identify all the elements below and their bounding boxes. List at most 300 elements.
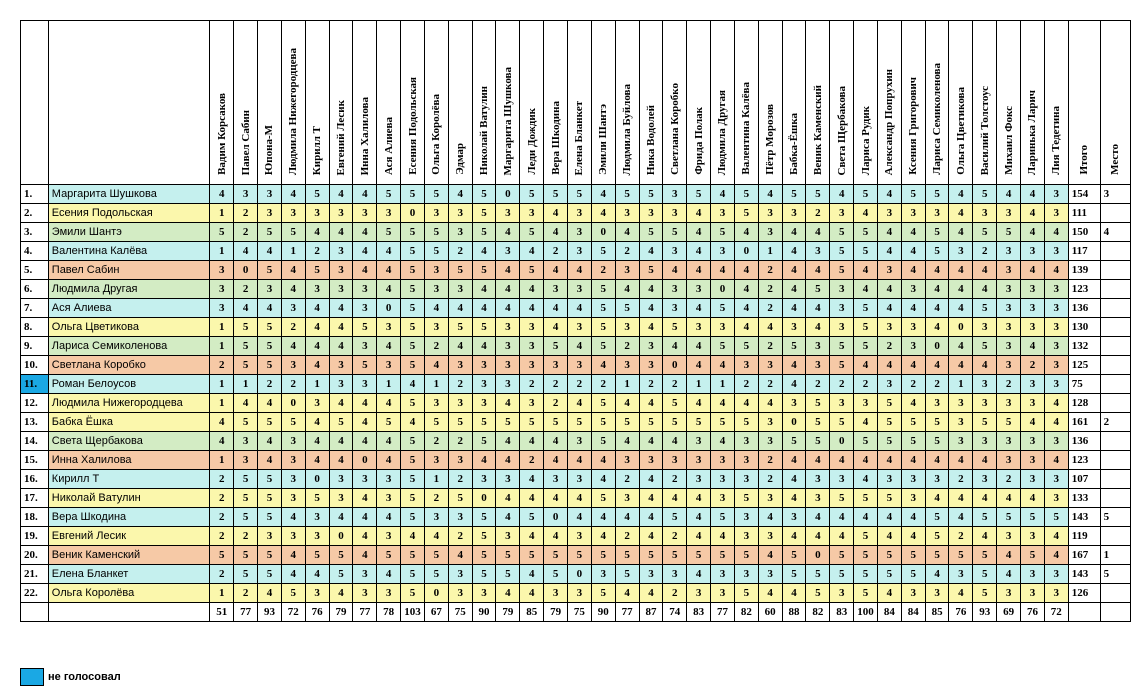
score-cell: 3	[329, 375, 353, 394]
score-cell: 3	[424, 280, 448, 299]
score-cell: 4	[687, 299, 711, 318]
score-cell: 4	[687, 565, 711, 584]
table-row	[21, 413, 1131, 432]
participant-name: Павел Сабин	[48, 261, 210, 280]
totals-row-place	[1100, 603, 1130, 622]
score-cell: 4	[949, 584, 973, 603]
score-cell: 4	[830, 185, 854, 204]
score-cell: 3	[758, 432, 782, 451]
row-number: 5.	[21, 261, 49, 280]
score-cell: 3	[973, 394, 997, 413]
row-total: 150	[1068, 223, 1100, 242]
column-header-label: Кирилл Т	[311, 125, 324, 175]
score-cell: 4	[544, 299, 568, 318]
score-cell: 5	[711, 546, 735, 565]
score-cell: 4	[639, 299, 663, 318]
row-total: 130	[1068, 318, 1100, 337]
score-cell: 3	[806, 489, 830, 508]
score-cell: 4	[281, 337, 305, 356]
score-cell: 5	[925, 223, 949, 242]
score-cell: 3	[377, 470, 401, 489]
score-cell: 2	[424, 432, 448, 451]
score-cell: 3	[663, 185, 687, 204]
column-header	[234, 21, 258, 185]
score-cell: 3	[1021, 318, 1045, 337]
column-header-label: Эдмар	[454, 143, 467, 175]
score-cell: 2	[448, 527, 472, 546]
legend	[20, 667, 121, 687]
column-header	[1044, 21, 1068, 185]
score-cell: 4	[234, 299, 258, 318]
column-header-label: Лия Тедетина	[1050, 106, 1063, 175]
score-cell: 4	[877, 185, 901, 204]
score-cell: 4	[472, 280, 496, 299]
column-header-total	[1068, 21, 1100, 185]
score-cell: 5	[401, 565, 425, 584]
row-total: 167	[1068, 546, 1100, 565]
score-cell: 5	[830, 565, 854, 584]
score-cell: 5	[973, 185, 997, 204]
row-place	[1100, 375, 1130, 394]
score-cell: 3	[830, 584, 854, 603]
score-cell: 5	[997, 413, 1021, 432]
score-cell: 4	[949, 185, 973, 204]
score-cell: 5	[877, 394, 901, 413]
score-cell: 3	[687, 451, 711, 470]
score-cell: 5	[472, 318, 496, 337]
row-number: 7.	[21, 299, 49, 318]
column-header	[806, 21, 830, 185]
score-cell: 4	[424, 299, 448, 318]
score-cell: 0	[472, 489, 496, 508]
row-total: 132	[1068, 337, 1100, 356]
score-cell: 3	[281, 356, 305, 375]
score-cell: 5	[234, 508, 258, 527]
score-cell: 4	[210, 185, 234, 204]
row-total: 123	[1068, 451, 1100, 470]
score-cell: 2	[758, 337, 782, 356]
score-cell: 3	[734, 432, 758, 451]
score-cell: 1	[281, 242, 305, 261]
column-header	[854, 21, 878, 185]
score-cell: 3	[1044, 432, 1068, 451]
score-cell: 4	[854, 261, 878, 280]
score-cell: 4	[1044, 394, 1068, 413]
column-total: 77	[615, 603, 639, 622]
score-cell: 4	[949, 299, 973, 318]
score-cell: 5	[877, 565, 901, 584]
score-cell: 3	[615, 318, 639, 337]
score-cell: 3	[258, 185, 282, 204]
score-cell: 1	[424, 375, 448, 394]
score-cell: 2	[734, 375, 758, 394]
column-header-label: Инна Халилова	[358, 96, 371, 175]
participant-name: Евгений Лесик	[48, 527, 210, 546]
table-row	[21, 451, 1131, 470]
score-cell: 0	[424, 584, 448, 603]
row-number: 21.	[21, 565, 49, 584]
column-header	[997, 21, 1021, 185]
score-cell: 4	[377, 508, 401, 527]
score-cell: 3	[806, 337, 830, 356]
score-cell: 4	[854, 413, 878, 432]
score-cell: 3	[544, 470, 568, 489]
table-row	[21, 584, 1131, 603]
column-total: 78	[377, 603, 401, 622]
score-cell: 3	[377, 527, 401, 546]
score-cell: 4	[544, 318, 568, 337]
score-cell: 3	[997, 394, 1021, 413]
score-cell: 4	[758, 394, 782, 413]
score-cell: 3	[782, 204, 806, 223]
score-cell: 2	[615, 527, 639, 546]
score-cell: 5	[305, 261, 329, 280]
column-header-label: Лариса Рудик	[859, 105, 872, 175]
score-cell: 4	[782, 223, 806, 242]
score-cell: 3	[830, 394, 854, 413]
score-cell: 4	[687, 261, 711, 280]
score-cell: 3	[472, 394, 496, 413]
participant-name: Вера Шкодина	[48, 508, 210, 527]
score-cell: 3	[639, 356, 663, 375]
score-cell: 4	[353, 223, 377, 242]
participant-name: Елена Бланкет	[48, 565, 210, 584]
column-total: 83	[687, 603, 711, 622]
score-cell: 4	[973, 489, 997, 508]
score-cell: 5	[901, 546, 925, 565]
score-cell: 1	[615, 375, 639, 394]
score-cell: 3	[377, 204, 401, 223]
score-cell: 3	[734, 527, 758, 546]
score-cell: 0	[401, 204, 425, 223]
row-number: 12.	[21, 394, 49, 413]
score-cell: 2	[448, 375, 472, 394]
score-cell: 2	[520, 451, 544, 470]
score-cell: 4	[758, 584, 782, 603]
score-cell: 3	[1044, 470, 1068, 489]
score-cell: 5	[305, 489, 329, 508]
score-cell: 4	[591, 451, 615, 470]
score-cell: 5	[854, 489, 878, 508]
score-cell: 0	[711, 280, 735, 299]
score-cell: 4	[520, 432, 544, 451]
score-cell: 4	[544, 432, 568, 451]
score-cell: 5	[830, 489, 854, 508]
score-cell: 5	[877, 413, 901, 432]
score-cell: 3	[1044, 375, 1068, 394]
score-cell: 4	[758, 508, 782, 527]
score-cell: 3	[1044, 565, 1068, 584]
score-cell: 3	[973, 470, 997, 489]
score-cell: 4	[782, 242, 806, 261]
score-cell: 5	[424, 223, 448, 242]
score-cell: 5	[472, 185, 496, 204]
score-cell: 2	[854, 375, 878, 394]
score-cell: 4	[949, 261, 973, 280]
score-cell: 3	[567, 223, 591, 242]
row-number: 19.	[21, 527, 49, 546]
column-header-label: Людмила Буйлова	[621, 83, 634, 175]
score-cell: 4	[973, 451, 997, 470]
score-cell: 4	[496, 394, 520, 413]
score-cell: 4	[687, 242, 711, 261]
score-cell: 4	[639, 432, 663, 451]
table-row	[21, 356, 1131, 375]
row-number: 3.	[21, 223, 49, 242]
score-cell: 4	[210, 413, 234, 432]
score-cell: 4	[567, 337, 591, 356]
column-total: 90	[472, 603, 496, 622]
score-cell: 5	[401, 451, 425, 470]
score-cell: 5	[1021, 508, 1045, 527]
score-cell: 4	[353, 508, 377, 527]
column-header	[973, 21, 997, 185]
score-cell: 2	[234, 280, 258, 299]
score-cell: 4	[925, 356, 949, 375]
column-header	[520, 21, 544, 185]
score-cell: 0	[377, 299, 401, 318]
row-place: 5	[1100, 565, 1130, 584]
score-cell: 3	[1044, 299, 1068, 318]
score-cell: 5	[258, 508, 282, 527]
score-cell: 3	[567, 318, 591, 337]
score-cell: 3	[424, 394, 448, 413]
score-cell: 4	[1044, 261, 1068, 280]
score-cell: 5	[210, 223, 234, 242]
score-cell: 3	[448, 223, 472, 242]
score-cell: 4	[1044, 451, 1068, 470]
score-cell: 4	[281, 508, 305, 527]
row-total: 125	[1068, 356, 1100, 375]
score-cell: 3	[520, 204, 544, 223]
score-cell: 5	[424, 565, 448, 584]
score-cell: 2	[901, 375, 925, 394]
score-cell: 4	[734, 261, 758, 280]
score-cell: 3	[901, 280, 925, 299]
score-cell: 3	[663, 299, 687, 318]
score-cell: 5	[639, 185, 663, 204]
column-header	[472, 21, 496, 185]
score-cell: 5	[854, 546, 878, 565]
score-cell: 2	[544, 375, 568, 394]
score-cell: 2	[949, 470, 973, 489]
score-cell: 3	[806, 356, 830, 375]
score-cell: 5	[424, 242, 448, 261]
score-cell: 2	[448, 470, 472, 489]
table-row	[21, 508, 1131, 527]
score-cell: 3	[329, 204, 353, 223]
column-header-place	[1100, 21, 1130, 185]
column-header	[544, 21, 568, 185]
column-header-label: Света Щербакова	[835, 85, 848, 175]
score-cell: 2	[758, 280, 782, 299]
score-cell: 3	[997, 261, 1021, 280]
score-cell: 4	[305, 413, 329, 432]
score-cell: 4	[973, 356, 997, 375]
score-cell: 5	[281, 413, 305, 432]
participant-name: Света Щербакова	[48, 432, 210, 451]
score-cell: 5	[734, 489, 758, 508]
score-cell: 3	[1044, 204, 1068, 223]
column-header-label: Эмили Шантэ	[597, 104, 610, 175]
voting-results-table	[20, 20, 1131, 622]
score-cell: 4	[615, 223, 639, 242]
score-cell: 5	[901, 432, 925, 451]
score-cell: 5	[830, 337, 854, 356]
score-cell: 3	[448, 584, 472, 603]
score-cell: 3	[758, 413, 782, 432]
score-cell: 5	[830, 413, 854, 432]
column-header-label: Бабка-Ёшка	[788, 113, 800, 175]
score-cell: 3	[448, 280, 472, 299]
column-header	[639, 21, 663, 185]
score-cell: 5	[258, 489, 282, 508]
score-cell: 5	[401, 185, 425, 204]
score-cell: 3	[448, 356, 472, 375]
score-cell: 5	[520, 185, 544, 204]
score-cell: 4	[591, 356, 615, 375]
score-cell: 4	[663, 489, 687, 508]
column-header-label: Светлана Коробко	[668, 83, 681, 175]
score-cell: 4	[854, 356, 878, 375]
score-cell: 4	[901, 356, 925, 375]
score-cell: 3	[997, 337, 1021, 356]
score-cell: 3	[1044, 280, 1068, 299]
score-cell: 5	[925, 432, 949, 451]
score-cell: 3	[424, 318, 448, 337]
score-cell: 5	[520, 261, 544, 280]
score-cell: 3	[711, 565, 735, 584]
score-cell: 3	[1021, 451, 1045, 470]
score-cell: 3	[258, 280, 282, 299]
score-cell: 5	[782, 565, 806, 584]
score-cell: 5	[591, 413, 615, 432]
score-cell: 4	[496, 223, 520, 242]
score-cell: 3	[281, 204, 305, 223]
row-place	[1100, 204, 1130, 223]
column-header-label: Юпона-М	[263, 124, 276, 175]
score-cell: 4	[854, 451, 878, 470]
score-cell: 4	[305, 318, 329, 337]
row-place: 1	[1100, 546, 1130, 565]
score-cell: 5	[615, 299, 639, 318]
score-cell: 4	[901, 299, 925, 318]
score-cell: 3	[448, 204, 472, 223]
score-cell: 2	[258, 375, 282, 394]
score-cell: 5	[830, 242, 854, 261]
score-cell: 5	[782, 337, 806, 356]
score-cell: 5	[925, 185, 949, 204]
score-cell: 4	[639, 489, 663, 508]
score-cell: 3	[305, 584, 329, 603]
score-cell: 4	[496, 584, 520, 603]
score-cell: 5	[854, 299, 878, 318]
score-cell: 4	[949, 280, 973, 299]
score-cell: 0	[281, 394, 305, 413]
score-cell: 3	[210, 280, 234, 299]
score-cell: 3	[973, 204, 997, 223]
score-cell: 4	[782, 470, 806, 489]
score-cell: 2	[281, 375, 305, 394]
score-cell: 5	[711, 299, 735, 318]
row-place: 4	[1100, 223, 1130, 242]
score-cell: 1	[210, 204, 234, 223]
score-cell: 4	[377, 451, 401, 470]
participant-name: Людмила Нижегородцева	[48, 394, 210, 413]
table-row	[21, 318, 1131, 337]
score-cell: 3	[472, 470, 496, 489]
row-total: 143	[1068, 508, 1100, 527]
score-cell: 5	[997, 223, 1021, 242]
column-total: 82	[806, 603, 830, 622]
score-cell: 4	[305, 337, 329, 356]
column-header-label: Евгений Лесик	[334, 99, 347, 175]
score-cell: 4	[782, 356, 806, 375]
score-cell: 4	[854, 280, 878, 299]
score-cell: 2	[758, 375, 782, 394]
column-total: 75	[448, 603, 472, 622]
score-cell: 4	[258, 584, 282, 603]
score-cell: 1	[210, 375, 234, 394]
column-header-label: Людмила Другая	[716, 89, 729, 175]
score-cell: 5	[734, 413, 758, 432]
score-cell: 5	[305, 185, 329, 204]
score-cell: 2	[877, 337, 901, 356]
score-cell: 4	[806, 527, 830, 546]
participant-name: Николай Ватулин	[48, 489, 210, 508]
score-cell: 4	[877, 242, 901, 261]
participant-name: Валентина Калёва	[48, 242, 210, 261]
score-cell: 5	[854, 223, 878, 242]
score-cell: 4	[997, 565, 1021, 584]
score-cell: 4	[520, 299, 544, 318]
score-cell: 5	[401, 489, 425, 508]
score-cell: 3	[806, 242, 830, 261]
score-cell: 4	[782, 375, 806, 394]
score-cell: 4	[567, 508, 591, 527]
score-cell: 4	[424, 356, 448, 375]
score-cell: 5	[520, 546, 544, 565]
score-cell: 4	[901, 394, 925, 413]
table-row	[21, 337, 1131, 356]
score-cell: 3	[1044, 185, 1068, 204]
row-place	[1100, 280, 1130, 299]
score-cell: 3	[305, 394, 329, 413]
score-cell: 1	[210, 337, 234, 356]
score-cell: 4	[639, 242, 663, 261]
column-total: 85	[520, 603, 544, 622]
participant-name: Людмила Другая	[48, 280, 210, 299]
score-cell: 4	[567, 394, 591, 413]
score-cell: 5	[663, 394, 687, 413]
score-cell: 4	[949, 223, 973, 242]
column-header-label: Валентина Калёва	[740, 82, 753, 175]
score-cell: 1	[377, 375, 401, 394]
score-cell: 3	[830, 318, 854, 337]
score-cell: 1	[711, 375, 735, 394]
score-cell: 5	[353, 356, 377, 375]
score-cell: 2	[234, 204, 258, 223]
score-cell: 3	[305, 204, 329, 223]
score-cell: 4	[615, 508, 639, 527]
score-cell: 3	[305, 508, 329, 527]
column-header	[734, 21, 758, 185]
column-total: 84	[877, 603, 901, 622]
score-cell: 4	[663, 432, 687, 451]
score-cell: 4	[448, 337, 472, 356]
participant-name: Ася Алиева	[48, 299, 210, 318]
column-header	[711, 21, 735, 185]
